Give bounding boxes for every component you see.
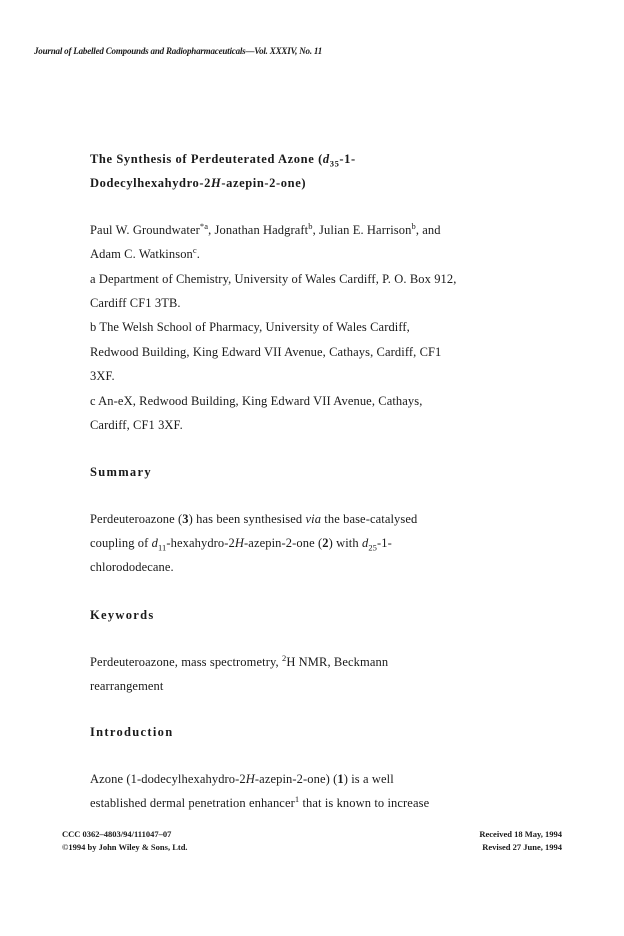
intro-text: established dermal penetration enhancer: [90, 796, 295, 810]
affiliation-line: b The Welsh School of Pharmacy, University of Wales Cardiff,: [90, 320, 410, 334]
affiliation-line: Cardiff CF1 3TB.: [90, 296, 181, 310]
summary-subscript: 25: [368, 542, 378, 553]
summary-text: ) with: [328, 536, 362, 550]
author-name: , Jonathan Hadgraft: [208, 223, 309, 237]
title-italic-d: d: [322, 152, 330, 166]
intro-text: -azepin-2-one) (: [254, 772, 338, 786]
intro-text: Azone (1-dodecylhexahydro-2: [90, 772, 246, 786]
author-name: Paul W. Groundwater: [90, 223, 200, 237]
keywords-superscript: 2: [281, 652, 287, 663]
summary-line-1: [90, 512, 417, 527]
title-text: -1-: [339, 152, 356, 166]
author-name: , and: [415, 223, 441, 237]
footer-received: Received 18 May, 1994: [479, 829, 562, 839]
authors-line-1: [90, 220, 441, 238]
keywords-line-1: [90, 652, 389, 670]
summary-subscript: 11: [157, 542, 167, 553]
reference-superscript: 1: [294, 793, 300, 804]
affiliation-line: a Department of Chemistry, University of Wales Cardiff, P. O. Box 912,: [90, 272, 457, 286]
introduction-heading: Introduction: [90, 725, 174, 739]
summary-text: -hexahydro-2: [166, 536, 235, 550]
author-mark: b: [308, 220, 313, 231]
intro-text: ) is a well: [343, 772, 394, 786]
summary-text: -1-: [377, 536, 392, 550]
keywords-text: H NMR, Beckmann: [286, 655, 389, 669]
intro-italic-h: H: [245, 772, 255, 786]
journal-header: Journal of Labelled Compounds and Radiopharmaceuticals—Vol. XXXIV, No. 11: [34, 46, 323, 56]
introduction-line-2: [90, 793, 430, 811]
title-text: -azepin-2-one): [221, 176, 307, 190]
author-mark: *a: [199, 220, 209, 231]
title-text: Dodecylhexahydro-2: [90, 176, 211, 190]
summary-text: the base-catalysed: [321, 512, 418, 526]
title-line-1: [90, 152, 356, 167]
compound-number: 3: [182, 512, 189, 526]
compound-number: 2: [322, 536, 329, 550]
title-text: The Synthesis of Perdeuterated Azone (: [90, 152, 323, 166]
keywords-heading: Keywords: [90, 608, 155, 622]
summary-line-2: [90, 536, 392, 551]
footer-ccc: CCC 0362–4803/94/111047–07: [62, 829, 172, 839]
author-name: , Julian E. Harrison: [312, 223, 412, 237]
title-subscript: 35: [329, 158, 340, 169]
title-italic-h: H: [211, 176, 222, 190]
affiliation-line: Redwood Building, King Edward VII Avenue, Cathays, Cardiff, CF1: [90, 345, 442, 359]
summary-italic-h: H: [234, 536, 245, 550]
summary-heading: Summary: [90, 465, 152, 479]
authors-line-2: [90, 244, 200, 262]
affiliation-line: 3XF.: [90, 369, 115, 383]
summary-text: coupling of: [90, 536, 152, 550]
affiliation-line: Cardiff, CF1 3XF.: [90, 418, 183, 432]
introduction-line-1: [90, 772, 394, 787]
summary-text: -azepin-2-one (: [244, 536, 323, 550]
title-line-2: [90, 176, 306, 191]
author-mark: b: [411, 220, 416, 231]
author-name: .: [196, 247, 200, 261]
summary-line-3: chlorododecane.: [90, 560, 174, 574]
affiliation-line: c An-eX, Redwood Building, King Edward VII Avenue, Cathays,: [90, 394, 423, 408]
compound-number: 1: [337, 772, 344, 786]
intro-text: that is known to increase: [299, 796, 430, 810]
footer-copyright: ©1994 by John Wiley & Sons, Ltd.: [62, 842, 188, 852]
summary-text: ) has been synthesised: [188, 512, 306, 526]
summary-italic-d: d: [151, 536, 158, 550]
author-mark: c: [192, 244, 197, 255]
summary-italic-via: via: [305, 512, 322, 526]
keywords-line-2: rearrangement: [90, 679, 164, 693]
keywords-text: Perdeuteroazone, mass spectrometry,: [90, 655, 282, 669]
summary-text: Perdeuteroazone (: [90, 512, 183, 526]
summary-italic-d: d: [361, 536, 369, 550]
footer-revised: Revised 27 June, 1994: [482, 842, 562, 852]
author-name: Adam C. Watkinson: [90, 247, 193, 261]
